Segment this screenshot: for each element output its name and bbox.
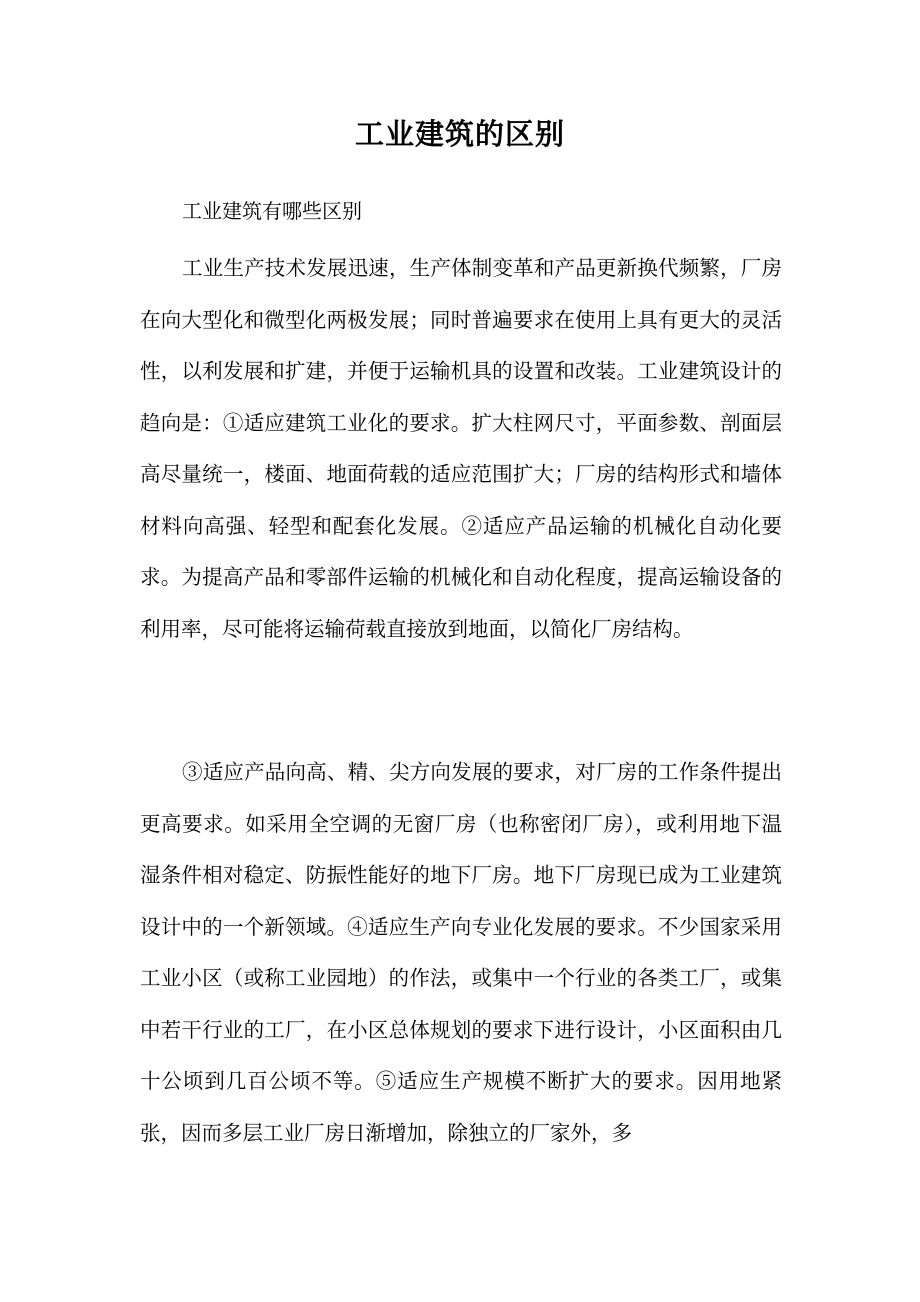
page-title: 工业建筑的区别 [354, 117, 565, 151]
body-paragraph: 工业生产技术发展迅速，生产体制变革和产品更新换代频繁，厂房在向大型化和微型化两极发展；同时普遍要求在使用上具有更大的灵活性，以利发展和扩建，并便于运输机具的设置和改装。工业建筑设计的趋向是：①适应建筑工业化的要求。扩大柱网尺寸，平面参数、剖面层高尽量统一，楼面、地面荷载的适应范围扩大；厂房的结构形式和墙体材料向高强、轻型和配套化发展。②适应产品运输的机械化自动化要求。为提高产品和零部件运输的机械化和自动化程度，提高运输设备的利用率，尽可能将运输荷载直接放到地面，以简化厂房结构。 [140, 256, 782, 641]
section-heading: 工业建筑有哪些区别 [182, 199, 362, 223]
body-paragraph: ③适应产品向高、精、尖方向发展的要求，对厂房的工作条件提出更高要求。如采用全空调的无窗厂房（也称密闭厂房），或利用地下温湿条件相对稳定、防振性能好的地下厂房。地下厂房现已成为工业建筑设计中的一个新领域。④适应生产向专业化发展的要求。不少国家采用工业小区（或称工业园地）的作法，或集中一个行业的各类工厂，或集中若干行业的工厂，在小区总体规划的要求下进行设计，小区面积由几十公顷到几百公顷不等。⑤适应生产规模不断扩大的要求。因用地紧张，因而多层工业厂房日渐增加，除独立的厂家外，多 [140, 760, 782, 1145]
